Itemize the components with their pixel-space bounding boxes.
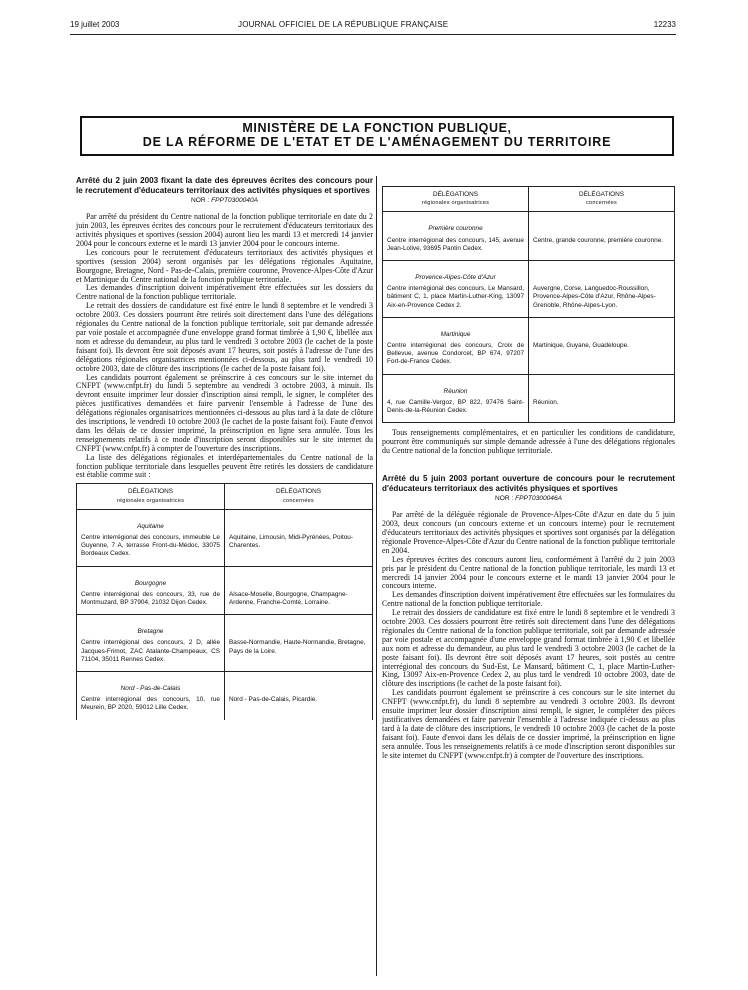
table-header-organizing bbox=[77, 484, 225, 509]
paragraph: Le retrait des dossiers de candidature est fixé entre le lundi 8 septembre et le vendredi 3 octobre 2003. Ces dossiers pourront être retirés soit directement dans l'une des délégations régionales du Centre national de la fonction publique territoriale, soit par demande adressée par voie postale et accompagnée d'une enveloppe grand format timbrée à 1,90 € et libellée aux nom et adresse du demandeur, au plus tard le vendredi 3 octobre 2003 (le cachet de la poste faisant foi). Ils devront être soit déposés avant 17 heures, soit postés au centre interrégional des concours du Sud-Est, Le Mansard, bâtiment C, 1, place Martin-Luther-King, 13097 Aix-en-Provence Cedex 2, au plus tard le vendredi 10 octobre 2003, date de clôture des inscriptions (le cachet de la poste faisant foi). bbox=[382, 608, 675, 689]
concerned-cell bbox=[225, 509, 373, 566]
concerned-cell bbox=[529, 212, 675, 261]
concerned-cell bbox=[225, 672, 373, 720]
concerned-cell bbox=[529, 261, 675, 318]
arrete-2-title: Arrêté du 5 juin 2003 portant ouverture de concours pour le recrutement d'éducateurs territoriaux des activités physiques et sportives bbox=[382, 473, 675, 493]
arrete-2-nor bbox=[382, 495, 675, 502]
header-label: DÉLÉGATIONS bbox=[433, 191, 478, 198]
header-rule bbox=[70, 34, 676, 35]
header-page-number: 12233 bbox=[653, 20, 676, 29]
page-header bbox=[70, 20, 676, 34]
delegations-table-right bbox=[382, 186, 675, 423]
header-journal-title: JOURNAL OFFICIEL DE LA RÉPUBLIQUE FRANÇAISE bbox=[238, 20, 449, 29]
concerned-regions: Basse-Normandie, Haute-Normandie, Bretagne, Pays de la Loire. bbox=[229, 639, 366, 655]
table-header-row bbox=[77, 484, 373, 509]
region-address: Centre interrégional des concours, 10, rue Meurein, BP 2020, 59012 Lille Cedex. bbox=[81, 696, 220, 712]
table-row bbox=[77, 672, 373, 720]
nor-label: NOR : bbox=[190, 197, 210, 205]
region-address: 4, rue Camille-Vergoz, BP 822, 97476 Saint-Denis-de-la-Réunion Cedex. bbox=[387, 398, 524, 415]
concerned-cell bbox=[225, 566, 373, 615]
region-address: Centre interrégional des concours, Croix de Bellevue, avenue Condorcet, BP 674, 97207 Fort-de-France Cedex. bbox=[387, 342, 524, 366]
ministry-heading bbox=[80, 116, 674, 156]
nor-code: FPPT0300040A bbox=[211, 197, 259, 205]
column-divider bbox=[376, 176, 377, 976]
paragraph: Le retrait des dossiers de candidature est fixé entre le lundi 8 septembre et le vendredi 3 octobre 2003. Ces dossiers pourront être retirés soit directement dans l'une des délégations régionales du Centre national de la fonction publique territoriale, soit par demande adressée par voie postale et accompagnée d'une enveloppe grand format timbrée à 1,90 €, libellée aux nom et adresse du demandeur, au plus tard le vendredi 3 octobre 2003 (le cachet de la poste faisant foi). Ils devront être soit déposés avant 17 heures, soit postés à l'adresse de l'une des délégations régionales organisatrices mentionnées ci-dessous, au plus tard le vendredi 10 octobre 2003, date de clôture des inscriptions (le cachet de la poste faisant foi). bbox=[76, 301, 373, 373]
ministry-line-2: DE LA RÉFORME DE L'ETAT ET DE L'AMÉNAGEMENT DU TERRITOIRE bbox=[142, 135, 612, 149]
header-sublabel: concernées bbox=[283, 497, 314, 504]
left-column bbox=[76, 176, 373, 720]
organizing-cell bbox=[77, 672, 225, 720]
ministry-line-1: MINISTÈRE DE LA FONCTION PUBLIQUE, bbox=[242, 121, 512, 135]
nor-label: NOR : bbox=[494, 495, 514, 503]
region-address: Centre interrégional des concours, immeuble Le Guyenne, 7 A, terrasse Front-du-Médoc, 33075 Bordeaux Cedex. bbox=[81, 533, 220, 558]
concerned-regions: Martinique, Guyane, Guadeloupe. bbox=[533, 342, 629, 350]
right-column bbox=[382, 176, 675, 761]
region-address: Centre interrégional des concours, Le Mansard, bâtiment C, 1, place Martin-Luther-King, 13097 Aix-en-Provence Cedex 2. bbox=[387, 285, 524, 309]
header-sublabel: régionales organisatrices bbox=[421, 200, 490, 207]
concerned-regions: Aquitaine, Limousin, Midi-Pyrénées, Poitou-Charentes. bbox=[229, 533, 353, 550]
region-name: Réunion bbox=[443, 387, 468, 395]
table-header-organizing bbox=[383, 187, 529, 212]
paragraph: Par arrêté de la déléguée régionale de Provence-Alpes-Côte d'Azur en date du 5 juin 2003, deux concours (un concours externe et un concours interne) pour le recrutement d'éducateurs territoriaux des activités physiques et sportives sont organisés par la délégation régionale Provence-Alpes-Côte d'Azur du Centre national de la fonction publique territoriale en 2004. bbox=[382, 510, 675, 555]
concerned-regions: Alsace-Moselle, Bourgogne, Champagne-Ardenne, Franche-Comté, Lorraine. bbox=[229, 590, 348, 606]
organizing-cell bbox=[77, 509, 225, 566]
concerned-regions: Centre, grande couronne, première couronne. bbox=[533, 236, 664, 244]
table-row bbox=[383, 317, 675, 374]
table-row bbox=[77, 566, 373, 615]
region-address: Centre interrégional des concours, 33, rue de Montmuzard, BP 37904, 21032 Dijon Cedex. bbox=[81, 590, 220, 606]
paragraph: Les épreuves écrites des concours auront lieu, conformément à l'arrêté du 2 juin 2003 pris par le président du Centre national de la fonction publique territoriale, les mardi 13 et mercredi 14 janvier 2004 pour le concours externe et le mardi 13 janvier 2004 pour le concours interne. bbox=[382, 554, 675, 591]
table-row bbox=[77, 615, 373, 672]
paragraph: Les demandes d'inscription doivent impérativement être effectuées sur les formulaires du Centre national de la fonction publique territoriale. bbox=[382, 590, 675, 609]
header-label: DÉLÉGATIONS bbox=[128, 488, 173, 496]
region-name: Nord - Pas-de-Calais bbox=[120, 685, 181, 693]
concerned-regions: Auvergne, Corse, Languedoc-Roussillon, Provence-Alpes-Côte d'Azur, Rhône-Alpes-Grenoble, Rhône-Alpes-Lyon. bbox=[533, 285, 656, 309]
header-date: 19 juillet 2003 bbox=[70, 20, 120, 29]
header-label: DÉLÉGATIONS bbox=[579, 191, 624, 198]
header-sublabel: concernées bbox=[586, 200, 617, 207]
table-header-row bbox=[383, 187, 675, 212]
table-row bbox=[383, 374, 675, 423]
organizing-cell bbox=[383, 261, 529, 318]
concerned-regions: Réunion. bbox=[533, 398, 559, 406]
concerned-cell bbox=[529, 374, 675, 423]
header-label: DÉLÉGATIONS bbox=[276, 488, 321, 496]
paragraph: Les demandes d'inscription doivent impérativement être effectuées sur les dossiers du Centre national de la fonction publique territoriale. bbox=[76, 283, 373, 302]
closing-paragraph: Tous renseignements complémentaires, et en particulier les conditions de candidature, pourront être communiqués sur simple demande adressée à l'une des délégations régionales du Centre national de la fonction publique territoriale. bbox=[382, 428, 675, 456]
organizing-cell bbox=[383, 212, 529, 261]
table-header-concerned bbox=[225, 484, 373, 509]
organizing-cell bbox=[383, 317, 529, 374]
organizing-cell bbox=[77, 566, 225, 615]
paragraph: Les candidats pourront également se préinscrire à ces concours sur le site internet du CNFPT (www.cnfpt.fr), du lundi 8 septembre au vendredi 3 octobre 2003. Ils devront ensuite imprimer leur dossier d'inscription ainsi rempli, le signer, le compléter des pièces justificatives demandées et faire parvenir l'ensemble à l'adresse indiquée ci-dessus au plus tard à la date de clôture des inscriptions, le vendredi 10 octobre 2003 (le cachet de la poste faisant foi). Faute d'envoi dans les délais de ce dossier imprimé, la préinscription en ligne sera annulée. Tous les renseignements relatifs à ce mode d'inscription seront disponibles sur le site internet du CNFPT (www.cnfpt.fr) à compter de l'ouverture des inscriptions. bbox=[382, 688, 675, 760]
region-name: Première couronne bbox=[428, 225, 483, 233]
concerned-cell bbox=[529, 317, 675, 374]
region-name: Martinique bbox=[440, 330, 471, 338]
region-address: Centre interrégional des concours, 145, avenue Jean-Lolive, 93695 Pantin Cedex. bbox=[387, 236, 524, 252]
region-address: Centre interrégional des concours, 2 D, allée Jacques-Frimot, ZAC Atalante-Champeaux, CS 71104, 35011 Rennes Cedex. bbox=[81, 639, 220, 663]
organizing-cell bbox=[383, 374, 529, 423]
region-name: Provence-Alpes-Côte d'Azur bbox=[415, 274, 496, 282]
delegations-table-left bbox=[76, 483, 373, 719]
concerned-regions: Nord - Pas-de-Calais, Picardie. bbox=[229, 696, 318, 704]
paragraph: Les concours pour le recrutement d'éducateurs territoriaux des activités physiques et sportives (session 2004) seront organisés par les délégations régionales Aquitaine, Bourgogne, Bretagne, Nord - Pas-de-Calais, première couronne, Provence-Alpes-Côte d'Azur et Martinique du Centre national de la fonction publique territoriale. bbox=[76, 247, 373, 284]
table-row bbox=[77, 509, 373, 566]
arrete-1-nor bbox=[76, 197, 373, 204]
paragraph: La liste des délégations régionales et interdépartementales du Centre national de la fonction publique territoriale dans lesquelles peuvent être retirés les dossiers de candidature est établie comme suit : bbox=[76, 452, 373, 480]
table-row bbox=[383, 212, 675, 261]
paragraph: Par arrêté du président du Centre national de la fonction publique territoriale en date du 2 juin 2003, les épreuves écrites des concours pour le recrutement d'éducateurs territoriaux des activités physiques et sportives (session 2004) auront lieu les mardi 13 et mercredi 14 janvier 2004 pour le concours externe et le mardi 13 janvier 2004 pour le concours interne. bbox=[76, 212, 373, 248]
region-name: Aquitaine bbox=[137, 522, 164, 530]
concerned-cell bbox=[225, 615, 373, 672]
arrete-1-title: Arrêté du 2 juin 2003 fixant la date des épreuves écrites des concours pour le recrutement d'éducateurs territoriaux des activités physiques et sportives bbox=[76, 176, 373, 195]
table-header-concerned bbox=[529, 187, 675, 212]
paragraph: Les candidats pourront également se préinscrire à ces concours sur le site internet du CNFPT (www.cnfpt.fr) du lundi 5 septembre au vendredi 3 octobre 2003, à minuit. Ils devront ensuite imprimer leur dossier d'inscription ainsi rempli, le signer, le compléter des pièces justificatives demandées et faire parvenir l'ensemble à l'adresse de l'une des délégations régionales organisatrices mentionnées ci-dessous au plus tard à la date de clôture des inscriptions, le vendredi 10 octobre 2003 (le cachet de la poste faisant foi). Faute d'envoi dans les délais de ce dossier imprimé, la préinscription en ligne sera annulée. Tous les renseignements relatifs à ce mode d'inscription seront disponibles sur le site internet du CNFPT (www.cnfpt.fr) à compter de l'ouverture des inscriptions. bbox=[76, 372, 373, 453]
nor-code: FPPT0300046A bbox=[515, 495, 563, 503]
region-name: Bretagne bbox=[137, 628, 164, 636]
header-sublabel: régionales organisatrices bbox=[116, 497, 185, 504]
table-row bbox=[383, 261, 675, 318]
organizing-cell bbox=[77, 615, 225, 672]
region-name: Bourgogne bbox=[134, 579, 167, 587]
